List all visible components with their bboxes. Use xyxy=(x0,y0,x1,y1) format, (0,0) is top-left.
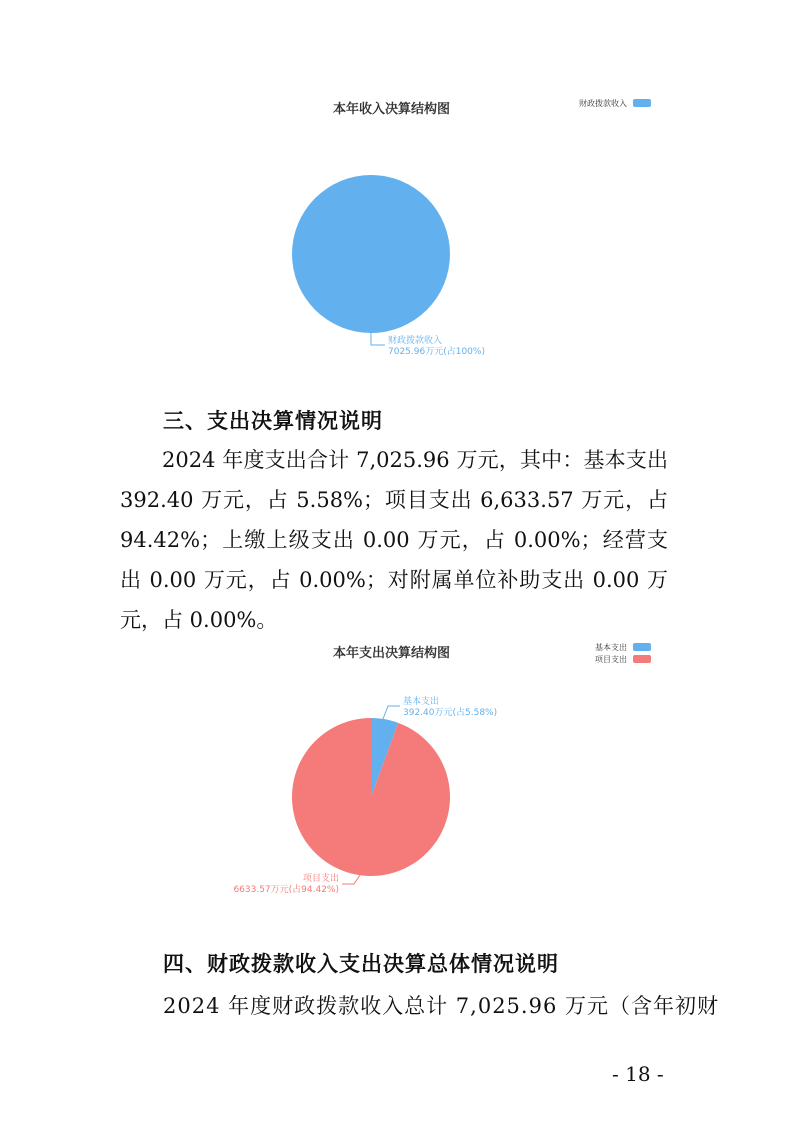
legend-swatch xyxy=(633,655,651,663)
slice-leader-line xyxy=(342,875,360,884)
slice-value-label: 6633.57万元(占94.42%) xyxy=(233,885,339,895)
legend-label: 项目支出 xyxy=(595,654,627,664)
slice-name-label: 项目支出 xyxy=(302,874,339,884)
section4-heading: 四、财政拨款收入支出决算总体情况说明 xyxy=(163,952,559,976)
section3-heading: 三、支出决算情况说明 xyxy=(163,409,383,433)
slice-leader-line xyxy=(383,706,400,719)
legend-label: 财政拨款收入 xyxy=(579,98,627,108)
income-chart-legend xyxy=(520,97,651,109)
pie-slice xyxy=(292,175,450,333)
legend-item xyxy=(520,97,651,109)
slice-name-label: 财政拨款收入 xyxy=(388,336,443,346)
slice-leader-line xyxy=(371,333,385,345)
income-chart-title: 本年收入决算结构图 xyxy=(333,102,451,117)
expenditure-chart-legend xyxy=(540,641,651,665)
section3-paragraph: 2024 年度支出合计 7,025.96 万元，其中：基本支出 392.40 万元，占 5.58%；项目支出 6,633.57 万元，占 94.42%；上缴上级支出 0.00 万元，占 0.00%；经营支出 0.00 万元，占 0.00%；对附属单位补助支出 0.00 万元，占 0.00%。 xyxy=(120,448,668,632)
legend-label: 基本支出 xyxy=(595,642,627,652)
legend-item xyxy=(540,653,651,665)
expenditure-pie-chart xyxy=(200,690,540,905)
slice-value-label: 392.40万元(占5.58%) xyxy=(403,708,498,718)
income-pie-chart xyxy=(250,160,550,370)
legend-swatch xyxy=(633,99,651,107)
slice-value-label: 7025.96万元(占100%) xyxy=(388,347,485,357)
page-number: - 18 - xyxy=(612,1062,664,1086)
section4-paragraph: 2024 年度财政拨款收入总计 7,025.96 万元（含年初财 xyxy=(163,994,719,1018)
slice-name-label: 基本支出 xyxy=(403,697,440,707)
pie-slice xyxy=(292,718,450,876)
legend-item xyxy=(540,641,651,653)
expenditure-chart-title: 本年支出决算结构图 xyxy=(333,646,451,661)
legend-swatch xyxy=(633,643,651,651)
